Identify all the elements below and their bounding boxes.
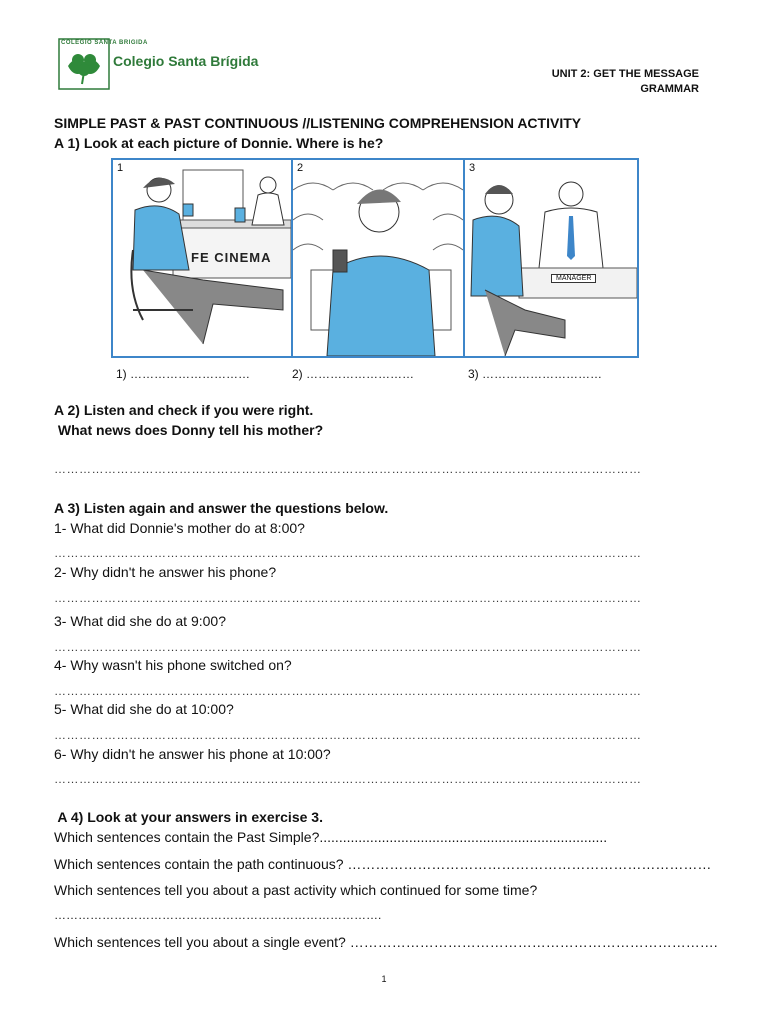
a1-heading: A 1) Look at each picture of Donnie. Where is he?: [54, 135, 384, 151]
a3-question-6: 6- Why didn't he answer his phone at 10:00?: [54, 746, 331, 762]
a3-question-5: 5- What did she do at 10:00?: [54, 701, 234, 717]
a1-answer-3[interactable]: 3) …………………………: [468, 367, 603, 381]
a3-answer-line-6[interactable]: ……………………………………………………………………………………………………………………………: [54, 772, 642, 786]
a4-question-2: Which sentences contain the path continuous? ……………………………………………………………………: [54, 856, 712, 872]
section-title: GRAMMAR: [640, 83, 699, 95]
a4-question-4: Which sentences tell you about a single event? …………………………………………………………………….: [54, 934, 718, 950]
unit-title: UNIT 2: GET THE MESSAGE: [551, 68, 699, 80]
a3-answer-line-5[interactable]: ……………………………………………………………………………………………………………………………: [54, 728, 642, 742]
a3-question-1: 1- What did Donnie's mother do at 8:00?: [54, 520, 305, 536]
a4-answer-line-3[interactable]: ……………………………………………………………………….: [54, 908, 382, 922]
panel-number: 2: [297, 162, 304, 174]
page-number: 1: [381, 974, 387, 984]
a1-answer-1[interactable]: 1) …………………………: [116, 367, 251, 381]
a2-question: What news does Donny tell his mother?: [54, 422, 324, 438]
picture-strip: [111, 158, 639, 358]
a4-heading: A 4) Look at your answers in exercise 3.: [54, 809, 323, 825]
picture-panel-2: [293, 160, 465, 356]
manager-sign: MANAGER: [551, 274, 596, 283]
cinema-sign: FE CINEMA: [191, 250, 272, 265]
a3-answer-line-1[interactable]: ……………………………………………………………………………………………………………………………: [54, 546, 642, 560]
a3-answer-line-4[interactable]: ……………………………………………………………………………………………………………………………: [54, 684, 642, 698]
a3-heading: A 3) Listen again and answer the questions below.: [54, 500, 389, 516]
a4-question-3: Which sentences tell you about a past activity which continued for some time?: [54, 882, 538, 898]
school-name: Colegio Santa Brígida: [113, 53, 259, 69]
picture-panel-1: [113, 160, 293, 356]
picture-panel-3: [465, 160, 637, 356]
unit-header: [552, 67, 699, 97]
a3-question-2: 2- Why didn't he answer his phone?: [54, 564, 277, 580]
a2-answer-line[interactable]: ……………………………………………………………………………………………………………………………: [54, 462, 642, 476]
a4-question-1: Which sentences contain the Past Simple?..........................................................................: [54, 829, 608, 845]
a2-heading: A 2) Listen and check if you were right.: [54, 402, 314, 418]
panel-number: 1: [117, 162, 124, 174]
a3-question-3: 3- What did she do at 9:00?: [54, 613, 226, 629]
panel-number: 3: [469, 162, 476, 174]
manager-office-illustration: [465, 160, 637, 356]
a3-answer-line-2[interactable]: ……………………………………………………………………………………………………………………………: [54, 591, 642, 605]
a3-answer-line-3[interactable]: ……………………………………………………………………………………………………………………………: [54, 640, 642, 654]
worksheet-title: SIMPLE PAST & PAST CONTINUOUS //LISTENING COMPREHENSION ACTIVITY: [54, 115, 582, 131]
a3-question-4: 4- Why wasn't his phone switched on?: [54, 657, 292, 673]
logo-ring-text: COLEGIO SANTA BRIGIDA: [61, 40, 148, 46]
cinema-seat-illustration: [293, 160, 463, 356]
a1-answer-2[interactable]: 2) ………………………: [292, 367, 415, 381]
